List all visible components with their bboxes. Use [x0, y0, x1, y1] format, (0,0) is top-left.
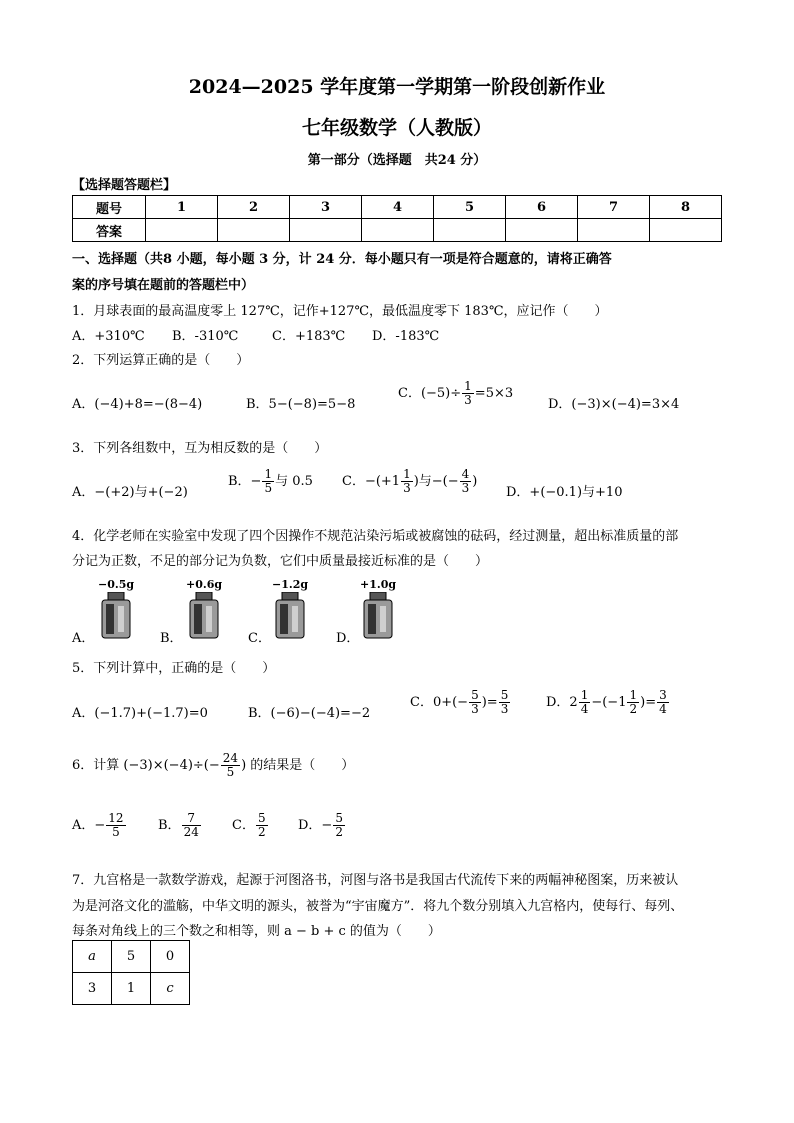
grid-cell: 5	[112, 941, 151, 973]
answer-bar-label: 【选择题答题栏】	[72, 178, 177, 193]
q6-option-d	[298, 812, 346, 839]
numerator: 5	[257, 811, 266, 825]
numerator: 7	[182, 812, 201, 826]
answer-table	[72, 195, 722, 242]
q3-stem: 3．下列各组数中，互为相反数的是（ ）	[72, 441, 328, 456]
denominator: 3	[403, 481, 411, 496]
question-number: 4	[362, 196, 434, 219]
fraction	[462, 380, 474, 407]
q1-option-c: C．+183℃	[272, 329, 346, 344]
part-heading: 第一部分（选择题 共24 分）	[307, 153, 487, 168]
answer-cell[interactable]	[362, 219, 434, 242]
answer-cell[interactable]	[578, 219, 650, 242]
denominator: 4	[580, 702, 589, 717]
q7-stem-line2: 为是河洛文化的滥觞，中华文明的源头，被誉为“宇宙魔方”．将九个数分别填入九宫格内，使每行、每列、	[72, 899, 684, 914]
q3-option-c-text: )	[472, 474, 478, 490]
q2-option-d: D．(−3)×(−4)=3×4	[548, 397, 680, 412]
q5-option-a: A．(−1.7)+(−1.7)=0	[72, 706, 208, 721]
denominator: 3	[464, 393, 472, 408]
answer-table-row-label: 答案	[73, 219, 146, 242]
weight-label-d: +1.0g	[360, 578, 397, 591]
q2-stem: 2．下列运算正确的是（ ）	[72, 353, 250, 368]
numerator: 3	[659, 688, 667, 702]
weight-icon	[362, 592, 394, 640]
q3-option-c	[342, 468, 477, 495]
question-number: 5	[434, 196, 506, 219]
weight-icon	[188, 592, 220, 640]
question-number: 8	[650, 196, 722, 219]
page-title: 2024—2025 学年度第一学期第一阶段创新作业	[188, 76, 606, 98]
numerator: 1	[580, 688, 589, 702]
numerator: 5	[335, 811, 343, 825]
section-instructions-line2: 案的序号填在题前的答题栏中）	[72, 278, 255, 293]
q3-option-c-text: )与−(−	[413, 474, 459, 490]
q5-option-d-text: −(−1	[591, 695, 627, 711]
denominator: 3	[500, 702, 509, 717]
q5-option-c-text: C．0+(−	[410, 695, 469, 711]
denominator: 4	[659, 702, 667, 717]
weight-icon	[274, 592, 306, 640]
q6-option-d-text: D．−	[298, 818, 333, 834]
weight-icon	[100, 592, 132, 640]
q3-option-d: D．+(−0.1)与+10	[506, 485, 623, 500]
q5-option-d	[546, 689, 670, 716]
fraction	[256, 812, 268, 839]
page-subtitle: 七年级数学（人教版）	[301, 117, 492, 139]
grid-row	[73, 973, 190, 1005]
magic-square-grid	[72, 940, 190, 1005]
denominator: 3	[461, 481, 470, 496]
q1-option-d: D．-183℃	[372, 329, 440, 344]
question-number: 3	[290, 196, 362, 219]
answer-cell[interactable]	[146, 219, 218, 242]
grid-cell: 1	[112, 973, 151, 1005]
question-number: 1	[146, 196, 218, 219]
numerator: 1	[264, 467, 273, 481]
q5-option-b: B．(−6)−(−4)=−2	[248, 706, 371, 721]
q6-option-b	[158, 812, 202, 839]
fraction	[106, 812, 125, 839]
q4-option-c: C．	[248, 631, 271, 646]
numerator: 5	[471, 688, 479, 702]
q2-option-a: A．(−4)+8=−(8−4)	[72, 397, 203, 412]
fraction	[221, 752, 240, 779]
fraction	[499, 689, 511, 716]
q4-option-b: B．	[160, 631, 183, 646]
fraction	[657, 689, 669, 716]
numerator: 12	[108, 811, 124, 825]
q6-option-c-text: C．	[232, 818, 255, 834]
q2-option-c-text: =5×3	[474, 386, 514, 402]
fraction	[401, 468, 413, 495]
grid-cell: a	[73, 941, 112, 973]
question-number: 6	[506, 196, 578, 219]
q3-option-b	[228, 468, 313, 495]
q7-stem-line1: 7．九宫格是一款数学游戏，起源于河图洛书，河图与洛书是我国古代流传下来的两幅神秘图案，历来被认	[72, 873, 679, 888]
grid-cell: 3	[73, 973, 112, 1005]
numerator: 1	[629, 688, 638, 702]
q3-option-b-text: B．−	[228, 474, 262, 490]
answer-cell[interactable]	[290, 219, 362, 242]
denominator: 5	[112, 825, 120, 840]
q6-stem	[72, 752, 354, 779]
answer-cell[interactable]	[218, 219, 290, 242]
q4-stem-line1: 4．化学老师在实验室中发现了四个因操作不规范沾染污垢或被腐蚀的砝码，经过测量，超出标准质量的部	[72, 529, 679, 544]
q4-option-d: D．	[336, 631, 360, 646]
grid-cell: 0	[151, 941, 190, 973]
denominator: 2	[335, 825, 343, 840]
denominator: 3	[471, 702, 479, 717]
q1-option-b: B．-310℃	[172, 329, 239, 344]
q2-option-c-text: C．(−5)÷	[398, 386, 462, 402]
q6-stem-text: 6．计算 (−3)×(−4)÷(−	[72, 758, 220, 774]
q1-option-a: A．+310℃	[72, 329, 145, 344]
q6-stem-text: ) 的结果是（ ）	[241, 758, 355, 774]
numerator: 1	[403, 467, 411, 481]
fraction	[627, 689, 639, 716]
grid-cell: c	[151, 973, 190, 1005]
q5-option-c-text: )=	[481, 695, 498, 711]
weight-label-a: −0.5g	[98, 578, 135, 591]
q3-option-b-text: 与 0.5	[275, 474, 313, 490]
q2-option-c	[398, 380, 513, 407]
denominator: 5	[226, 765, 235, 780]
q6-option-a-text: A．−	[72, 818, 106, 834]
answer-cell[interactable]	[434, 219, 506, 242]
answer-table-header-row	[73, 196, 722, 219]
q3-option-a: A．−(+2)与+(−2)	[72, 485, 188, 500]
denominator: 24	[183, 825, 199, 840]
denominator: 2	[257, 825, 266, 840]
q6-option-c	[232, 812, 269, 839]
answer-table-row-label: 题号	[73, 196, 146, 219]
weight-label-c: −1.2g	[272, 578, 309, 591]
fraction	[262, 468, 274, 495]
answer-cell[interactable]	[650, 219, 722, 242]
numerator: 5	[500, 688, 509, 702]
question-number: 2	[218, 196, 290, 219]
q4-stem-line2: 分记为正数，不足的部分记为负数，它们中质量最接近标准的是（ ）	[72, 554, 489, 569]
q5-stem: 5．下列计算中，正确的是（ ）	[72, 661, 276, 676]
question-number: 7	[578, 196, 650, 219]
q3-option-c-text: C．−(+1	[342, 474, 401, 490]
answer-cell[interactable]	[506, 219, 578, 242]
numerator: 4	[461, 467, 470, 481]
denominator: 2	[629, 702, 638, 717]
answer-table-answer-row	[73, 219, 722, 242]
grid-row	[73, 941, 190, 973]
q6-option-b-text: B．	[158, 818, 181, 834]
q4-option-a: A．	[72, 631, 95, 646]
q6-option-a	[72, 812, 127, 839]
q5-option-d-text: )=	[640, 695, 657, 711]
denominator: 5	[264, 481, 273, 496]
section-instructions-line1: 一、选择题（共8 小题，每小题 3 分，计 24 分．每小题只有一项是符合题意的，请将正确答	[72, 252, 612, 267]
numerator: 1	[464, 379, 472, 393]
fraction	[460, 468, 472, 495]
fraction	[579, 689, 591, 716]
q2-option-b: B．5−(−8)=5−8	[246, 397, 356, 412]
q1-stem: 1．月球表面的最高温度零上 127℃，记作+127℃，最低温度零下 183℃，应记作（ ）	[72, 304, 608, 319]
numerator: 24	[222, 751, 239, 765]
fraction	[182, 812, 201, 839]
weight-label-b: +0.6g	[186, 578, 223, 591]
q5-option-c	[410, 689, 511, 716]
fraction	[333, 812, 345, 839]
q5-option-d-text: D．2	[546, 695, 578, 711]
fraction	[469, 689, 481, 716]
q7-stem-line3: 每条对角线上的三个数之和相等，则 a − b + c 的值为（ ）	[72, 924, 441, 939]
